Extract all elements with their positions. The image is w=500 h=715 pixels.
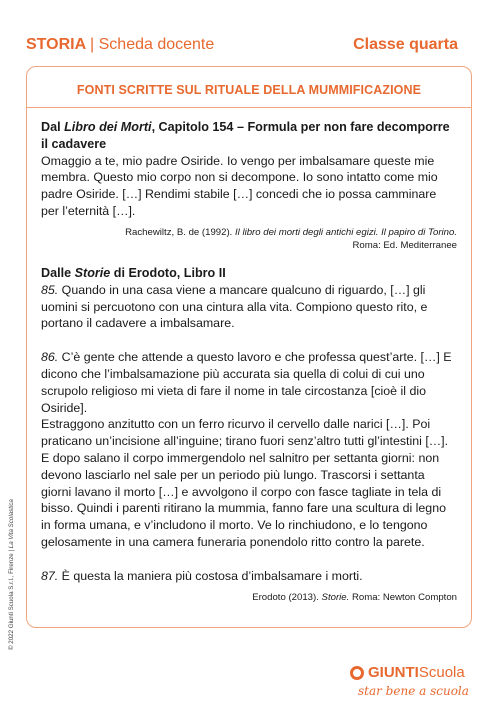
grade-label: Classe quarta [353,36,458,53]
giunti-scuola-logo [350,664,469,704]
paragraph-85 [41,282,457,332]
title-divider [27,107,471,108]
section2-heading [41,265,457,282]
section1-citation-title: Il libro dei morti degli antichi egizi. Il papiro di Torino. [234,226,457,238]
logo-wordmark [368,664,465,681]
section2-heading-title: Storie [74,266,111,280]
section-book-of-dead [41,119,457,252]
paragraph-87 [41,568,457,585]
header-subtitle: Scheda docente [98,36,215,53]
section1-citation-author: Rachewiltz, B. de (1992). [125,226,235,238]
section2-heading-prefix: Dalle [41,266,75,280]
logo-tagline: star bene a scuola [358,684,469,698]
content-card [26,66,472,628]
section1-body: Omaggio a te, mio padre Osiride. Io vengo per imbalsamare queste mie membra. Questo mio corpo non si decompone. Io sono intatto come mio padre Osiride. […] Rendimi stabile […] concedi che io possa camminare per l’eternità […]. [41,153,438,218]
paragraph-87-text: È questa la maniera più costosa d’imbalsamare i morti. [58,568,363,583]
page-header [26,36,458,60]
section-herodotus [41,265,457,604]
card-title: FONTI SCRITTE SUL RITUALE DELLA MUMMIFICAZIONE [76,83,422,97]
paragraph-85-text: Quando in una casa viene a mancare qualcuno di riguardo, […] gli uomini si percuotono con una cintura alla vita. Compiono questo rito, e portano il cadavere a imbalsamare. [41,282,428,331]
subject-label [26,36,214,54]
section1-heading-title: Libro dei Morti [64,120,152,134]
logo-main: GIUNTI [368,664,419,681]
logo-g-icon [350,666,364,680]
subject-name: STORIA [26,36,86,53]
section1-citation-publisher: Roma: Ed. Mediterranee [352,239,457,251]
header-separator: | [90,36,95,53]
section1-heading-prefix: Dal [41,120,65,134]
paragraph-86-continued: Estraggono anzitutto con un ferro ricurvo il cervello dalle narici […]. Poi praticano un’incisione all’inguine; tirano fuori senz’altro tutti gl’intestini […]. E dopo salano il corpo immergendolo nel salnitro per settanta giorni: non devono lasciarlo nel sale per un periodo più lungo. Trascorsi i settanta giorni lavano il morto […] e avvolgono il corpo con fasce tagliate in tela di bisso. Quindi i parenti ritirano la mummia, fanno fare una scultura di legno in forma umana, e v’includono il morto. Ve lo rinchiudono, e lo tengono gelosamente in una camera funeraria ponendolo ritto contro la parete. [41,417,449,549]
paragraph-86-text: C’è gente che attende a questo lavoro e che professa quest’arte. […] E dicono che l’imbalsamazione più accurata sia quella di colui di cui uno scrupolo religioso mi vieta di fare il nome in tale circostanza [cioè il dio Osiride]. [41,350,452,415]
paragraph-85-number: 85. [41,282,59,297]
paragraph-86-number: 86. [41,350,59,365]
copyright-notice [8,499,15,650]
section2-citation-title: Storie. [321,591,350,603]
section1-heading-suffix: , Capitolo 154 – Formula per non fare decomporre il cadavere [41,120,450,151]
section1-heading [41,119,457,153]
section2-heading-suffix: di Erodoto, Libro II [110,266,226,280]
paragraph-87-number: 87. [41,568,59,583]
section2-citation [41,591,457,604]
section1-citation [41,226,457,252]
logo-sub: Scuola [418,664,465,681]
copyright-text: © 2022 Giunti Scuola S.r.l., Firenze | [8,548,15,650]
copyright-magazine: La Vita Scolastica [8,499,15,549]
paragraph-86 [41,349,457,416]
section2-citation-publisher: Roma: Newton Compton [349,591,457,603]
section2-citation-author: Erodoto (2013). [252,591,322,603]
